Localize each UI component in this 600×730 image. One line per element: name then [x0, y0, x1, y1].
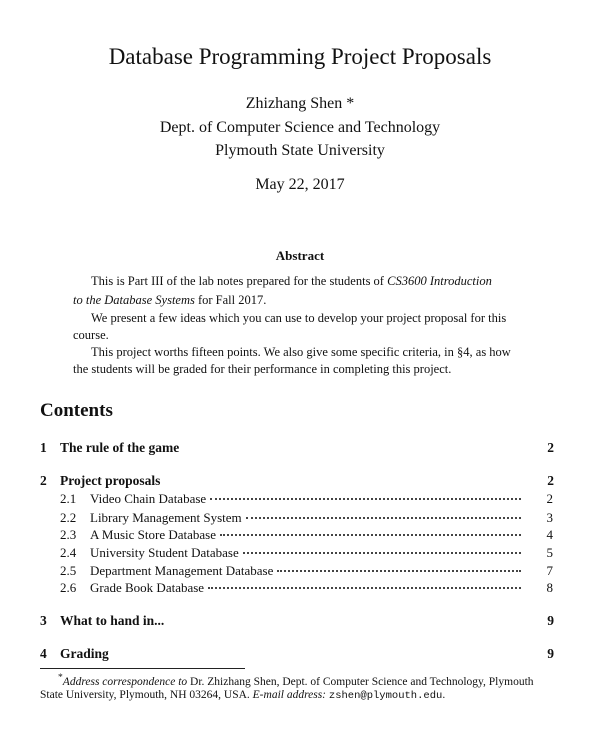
footnote-email[interactable]: zshen@plymouth.edu [328, 690, 443, 702]
footnote-line2: State University, Plymouth, NH 03264, USA. E-mail address: zshen@plymouth.edu. [40, 689, 446, 702]
toc-section-title[interactable]: What to hand in... [60, 613, 165, 628]
author-university: Plymouth State University [215, 142, 385, 159]
toc-subsection-page: 8 [546, 580, 553, 595]
author-department: Dept. of Computer Science and Technology [159, 119, 441, 136]
toc-leader-dots [277, 570, 521, 572]
author-name: Zhizhang Shen * [245, 95, 355, 112]
paper-date: May 22, 2017 [255, 176, 345, 193]
abstract-p2-line1: We present a few ideas which you can use to develop your project proposal for this [91, 311, 507, 325]
toc-leader-dots [208, 587, 521, 589]
toc-subsection-title: Department Management Database [90, 563, 274, 578]
toc-section-number: 3 [40, 613, 47, 628]
toc-section-title[interactable]: The rule of the game [60, 440, 180, 455]
footnote-mark: * [58, 672, 63, 683]
abstract-heading: Abstract [275, 248, 325, 263]
toc-section-page: 2 [547, 440, 554, 455]
toc-subsection-number: 2.4 [60, 545, 77, 560]
abstract-p3-line2: the students will be graded for their performance in completing this project. [73, 362, 452, 376]
toc-subsection[interactable] [90, 527, 527, 543]
toc-section-number: 1 [40, 440, 47, 455]
toc-section-title[interactable]: Project proposals [60, 473, 161, 488]
abstract-p1-line2: to the Database Systems for Fall 2017. [73, 293, 267, 307]
toc-section-number: 2 [40, 473, 47, 488]
toc-subsection-title: Library Management System [90, 510, 242, 525]
toc-subsection-title: A Music Store Database [90, 527, 217, 542]
toc-subsection-title: Grade Book Database [90, 580, 205, 595]
paper-title: Database Programming Project Proposals [108, 44, 492, 69]
toc-subsection-number: 2.3 [60, 527, 77, 542]
toc-subsection-number: 2.6 [60, 580, 77, 595]
toc-subsection-page: 5 [546, 545, 553, 560]
abstract-p1-line1: This is Part III of the lab notes prepared for the students of CS3600 Introduction [91, 274, 492, 288]
toc-leader-dots [210, 498, 521, 500]
footnote-rule [40, 668, 245, 669]
toc-subsection-page: 4 [546, 527, 553, 542]
footnote-line1: *Address correspondence to Dr. Zhizhang Shen, Dept. of Computer Science and Technology, Plymouth [58, 672, 534, 688]
toc-subsection[interactable] [90, 580, 527, 596]
toc-subsection-number: 2.5 [60, 563, 77, 578]
toc-subsection-number: 2.1 [60, 491, 77, 506]
toc-subsection[interactable] [90, 563, 527, 579]
toc-section-title[interactable]: Grading [60, 646, 109, 661]
toc-subsection[interactable] [90, 510, 527, 526]
toc-subsection-page: 7 [546, 563, 553, 578]
toc-leader-dots [220, 534, 521, 536]
abstract-p2-line2: course. [73, 328, 109, 342]
toc-subsection-page: 3 [546, 510, 553, 525]
toc-section-page: 9 [547, 646, 554, 661]
toc-subsection[interactable] [90, 545, 527, 561]
toc-section-page: 2 [547, 473, 554, 488]
toc-leader-dots [246, 517, 521, 519]
abstract-p3-line1: This project worths fifteen points. We also give some specific criteria, in §4, as how [91, 345, 511, 359]
toc-subsection-number: 2.2 [60, 510, 77, 525]
contents-heading: Contents [40, 400, 113, 421]
toc-subsection-title: University Student Database [90, 545, 239, 560]
toc-section-number: 4 [40, 646, 47, 661]
toc-subsection-title: Video Chain Database [90, 491, 207, 506]
toc-leader-dots [243, 552, 521, 554]
toc-subsection[interactable] [90, 491, 527, 507]
toc-section-page: 9 [547, 613, 554, 628]
toc-subsection-page: 2 [546, 491, 553, 506]
